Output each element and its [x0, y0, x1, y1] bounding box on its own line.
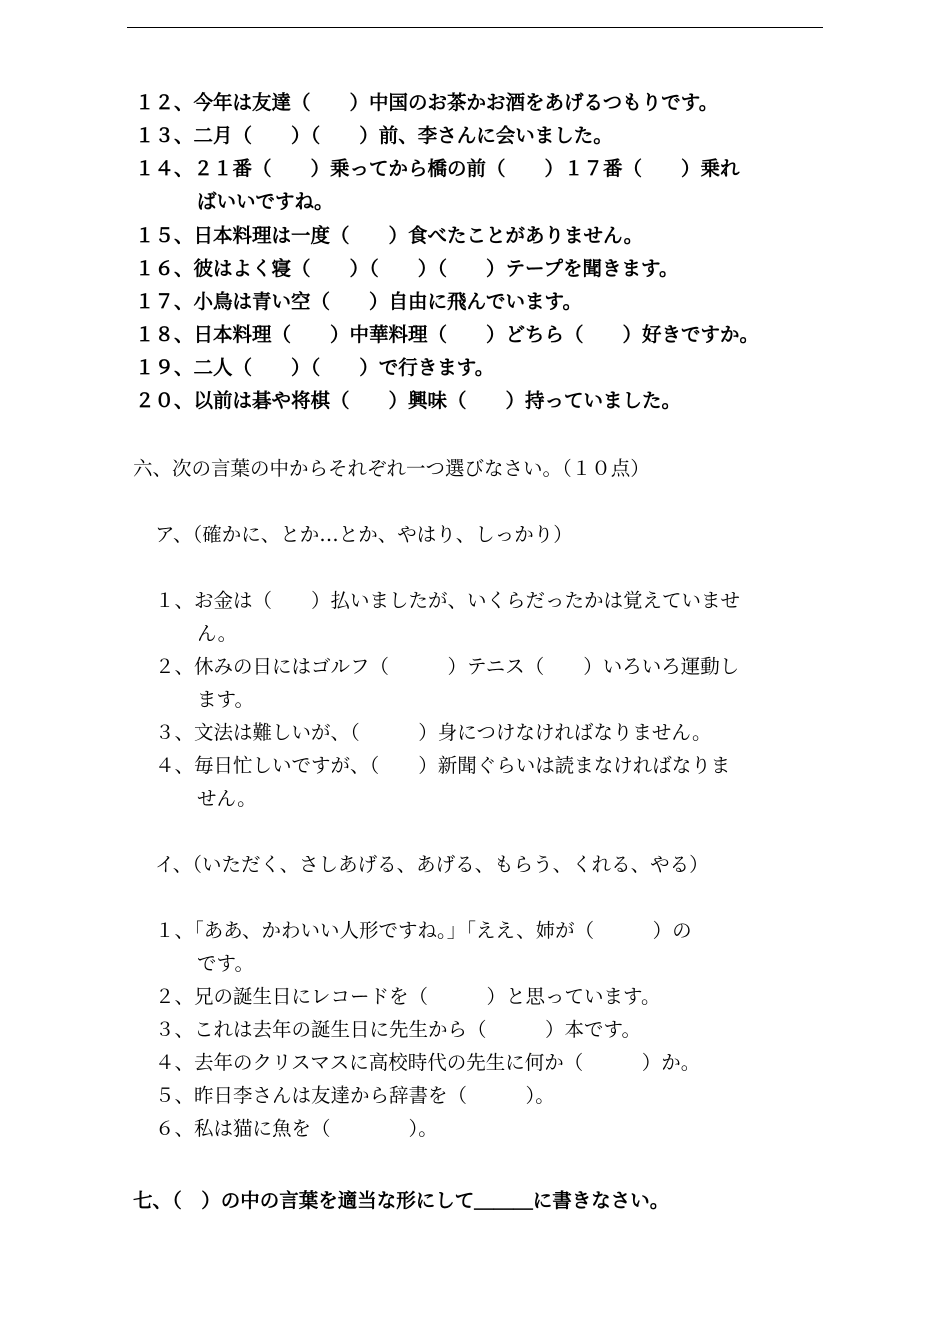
question-13: １３、二月（ ）（ ）前、李さんに会いました。	[135, 124, 613, 147]
group-b-item-6: ６、私は猫に魚を（ ）。	[155, 1117, 438, 1140]
question-20: ２０、以前は碁や将棋（ ）興味（ ）持っていました。	[135, 389, 682, 412]
section-7-heading: 七、（ ）の中の言葉を適当な形にして＿＿＿に書きなさい。	[133, 1189, 670, 1212]
group-a-item-4: ４、毎日忙しいですが、（ ）新聞ぐらいは読まなければなりま せん。	[155, 754, 731, 810]
group-a-item-1: １、お金は（ ）払いましたが、いくらだったかは覚えていませ ん。	[155, 589, 741, 645]
question-16: １６、彼はよく寝（ ）（ ）（ ）テープを聞きます。	[135, 257, 679, 280]
group-b-item-1: １、「ああ、かわいい人形ですね。」「ええ、姉が（ ）の です。	[155, 919, 692, 975]
group-b-item-4: ４、去年のクリスマスに高校時代の先生に何か（ ）か。	[155, 1051, 701, 1074]
group-b-item-5: ５、昨日李さんは友達から辞書を（ ）。	[155, 1084, 555, 1107]
group-a-label: ア、（確かに、とか…とか、やはり、しっかり）	[155, 523, 573, 546]
question-15: １５、日本料理は一度（ ）食べたことがありません。	[135, 224, 644, 247]
question-12: １２、今年は友達（ ）中国のお茶かお酒をあげるつもりです。	[135, 91, 719, 114]
group-b-item-2: ２、兄の誕生日にレコードを（ ）と思っています。	[155, 985, 661, 1008]
group-b-label: イ、（いただく、さしあげる、あげる、もらう、くれる、やる）	[155, 853, 709, 876]
group-a-item-3: ３、文法は難しいが、（ ）身につけなければなりません。	[155, 721, 712, 744]
question-18: １８、日本料理（ ）中華料理（ ）どちら（ ）好きですか。	[135, 323, 760, 346]
question-14-continuation: ばいいですね。	[197, 190, 334, 213]
group-b-item-3: ３、これは去年の誕生日に先生から（ ）本です。	[155, 1018, 641, 1041]
question-14: １４、２１番（ ）乗ってから橋の前（ ）１７番（ ）乗れ ばいいですね。	[135, 152, 740, 218]
header-rule	[127, 27, 823, 28]
section-6-heading: 六、次の言葉の中からそれぞれ一つ選びなさい。（１０点）	[133, 457, 650, 480]
question-19: １９、二人（ ）（ ）で行きます。	[135, 356, 495, 379]
group-a-item-2: ２、休みの日にはゴルフ（ ）テニス（ ）いろいろ運動し ます。	[155, 655, 740, 711]
question-17: １７、小鳥は青い空（ ）自由に飛んでいます。	[135, 290, 582, 313]
